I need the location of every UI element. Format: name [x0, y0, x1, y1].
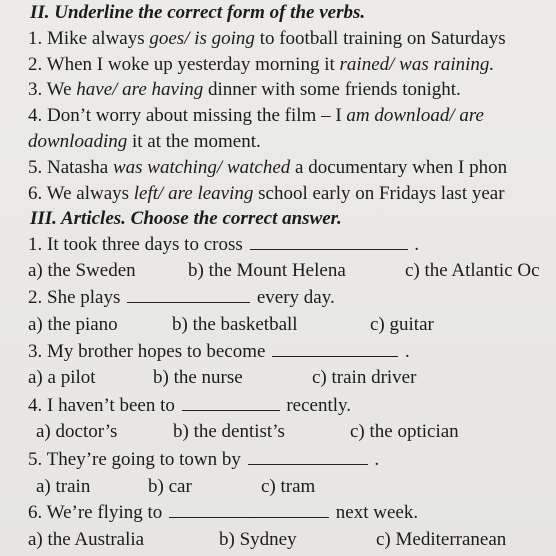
item-text: it at the moment. — [131, 131, 261, 152]
option-a[interactable]: a) the piano — [28, 314, 118, 335]
answer-blank[interactable] — [182, 396, 280, 411]
question-3 — [28, 341, 410, 363]
option-a[interactable]: a) the Sweden — [28, 260, 136, 281]
option-c[interactable]: c) Mediterranean — [376, 529, 507, 550]
item-text: dinner with some friends tonight. — [208, 79, 461, 100]
question-4 — [28, 395, 351, 417]
item-text: Natasha — [47, 157, 109, 178]
question-1 — [28, 234, 419, 256]
question-5 — [28, 449, 379, 471]
question-text: They’re going to town by — [46, 449, 241, 470]
item-number: 5. — [28, 157, 43, 178]
question-text: I haven’t been to — [47, 395, 175, 416]
question-text: next week. — [335, 502, 419, 523]
question-text: We’re flying to — [46, 502, 163, 523]
question-text: recently. — [286, 395, 352, 416]
option-a[interactable]: a) doctor’s — [36, 421, 118, 442]
item-number: 2. — [28, 54, 43, 75]
option-a[interactable]: a) a pilot — [28, 367, 96, 388]
option-b[interactable]: b) the dentist’s — [173, 421, 285, 442]
option-b[interactable]: b) the Mount Helena — [188, 260, 346, 281]
verb-choice[interactable]: was watching/ watched — [112, 157, 291, 178]
item-text: When I woke up yesterday morning it — [46, 54, 335, 75]
option-b[interactable]: b) the nurse — [153, 367, 243, 388]
verb-item-4 — [28, 105, 484, 127]
question-2 — [28, 287, 335, 309]
verb-choice[interactable]: downloading — [28, 131, 128, 152]
option-c[interactable]: c) the Atlantic Oc — [405, 260, 540, 281]
question-text: . — [414, 234, 420, 255]
option-c[interactable]: c) tram — [261, 476, 316, 497]
question-text: She plays — [47, 287, 121, 308]
item-text: Don’t worry about missing the film – I — [47, 105, 342, 126]
answer-blank[interactable] — [169, 503, 329, 518]
verb-item-3 — [28, 79, 461, 101]
option-a[interactable]: a) train — [36, 476, 91, 497]
option-c[interactable]: c) guitar — [370, 314, 434, 335]
verb-item-5 — [28, 157, 507, 179]
question-number: 4. — [28, 395, 43, 416]
item-text: to football training on Saturdays — [259, 28, 506, 49]
verb-choice[interactable]: rained/ was raining. — [339, 54, 495, 75]
answer-blank[interactable] — [127, 288, 250, 303]
answer-blank[interactable] — [248, 450, 368, 465]
question-text: . — [404, 341, 410, 362]
question-6 — [28, 502, 418, 524]
verb-choice[interactable]: have/ are having — [76, 79, 204, 100]
verb-choice[interactable]: goes/ is going — [149, 28, 255, 49]
option-c[interactable]: c) the optician — [350, 421, 459, 442]
question-number: 5. — [28, 449, 43, 470]
question-number: 1. — [28, 234, 43, 255]
item-number: 1. — [28, 28, 43, 49]
question-number: 2. — [28, 287, 43, 308]
question-number: 6. — [28, 502, 43, 523]
section-2-title: II. Underline the correct form of the verbs. — [30, 2, 366, 23]
question-text: My brother hopes to become — [47, 341, 266, 362]
item-number: 4. — [28, 105, 43, 126]
question-text: every day. — [256, 287, 335, 308]
section-3-title: III. Articles. Choose the correct answer. — [30, 208, 342, 229]
item-text: We always — [46, 183, 130, 204]
verb-choice[interactable]: am download/ are — [346, 105, 484, 126]
question-text: It took three days to cross — [47, 234, 243, 255]
verb-item-2 — [28, 54, 494, 76]
item-text: We — [46, 79, 72, 100]
answer-blank[interactable] — [272, 342, 398, 357]
question-text: . — [374, 449, 380, 470]
item-number: 6. — [28, 183, 43, 204]
question-number: 3. — [28, 341, 43, 362]
option-b[interactable]: b) car — [148, 476, 192, 497]
answer-blank[interactable] — [250, 235, 408, 250]
verb-item-6 — [28, 183, 505, 205]
item-text: Mike always — [47, 28, 145, 49]
option-b[interactable]: b) the basketball — [172, 314, 298, 335]
option-c[interactable]: c) train driver — [312, 367, 417, 388]
item-number: 3. — [28, 79, 43, 100]
item-text: a documentary when I phon — [295, 157, 508, 178]
option-a[interactable]: a) the Australia — [28, 529, 145, 550]
verb-choice[interactable]: left/ are leaving — [133, 183, 254, 204]
option-b[interactable]: b) Sydney — [219, 529, 297, 550]
verb-item-1 — [28, 28, 506, 50]
item-text: school early on Fridays last year — [258, 183, 505, 204]
verb-item-4-continued — [28, 131, 261, 153]
